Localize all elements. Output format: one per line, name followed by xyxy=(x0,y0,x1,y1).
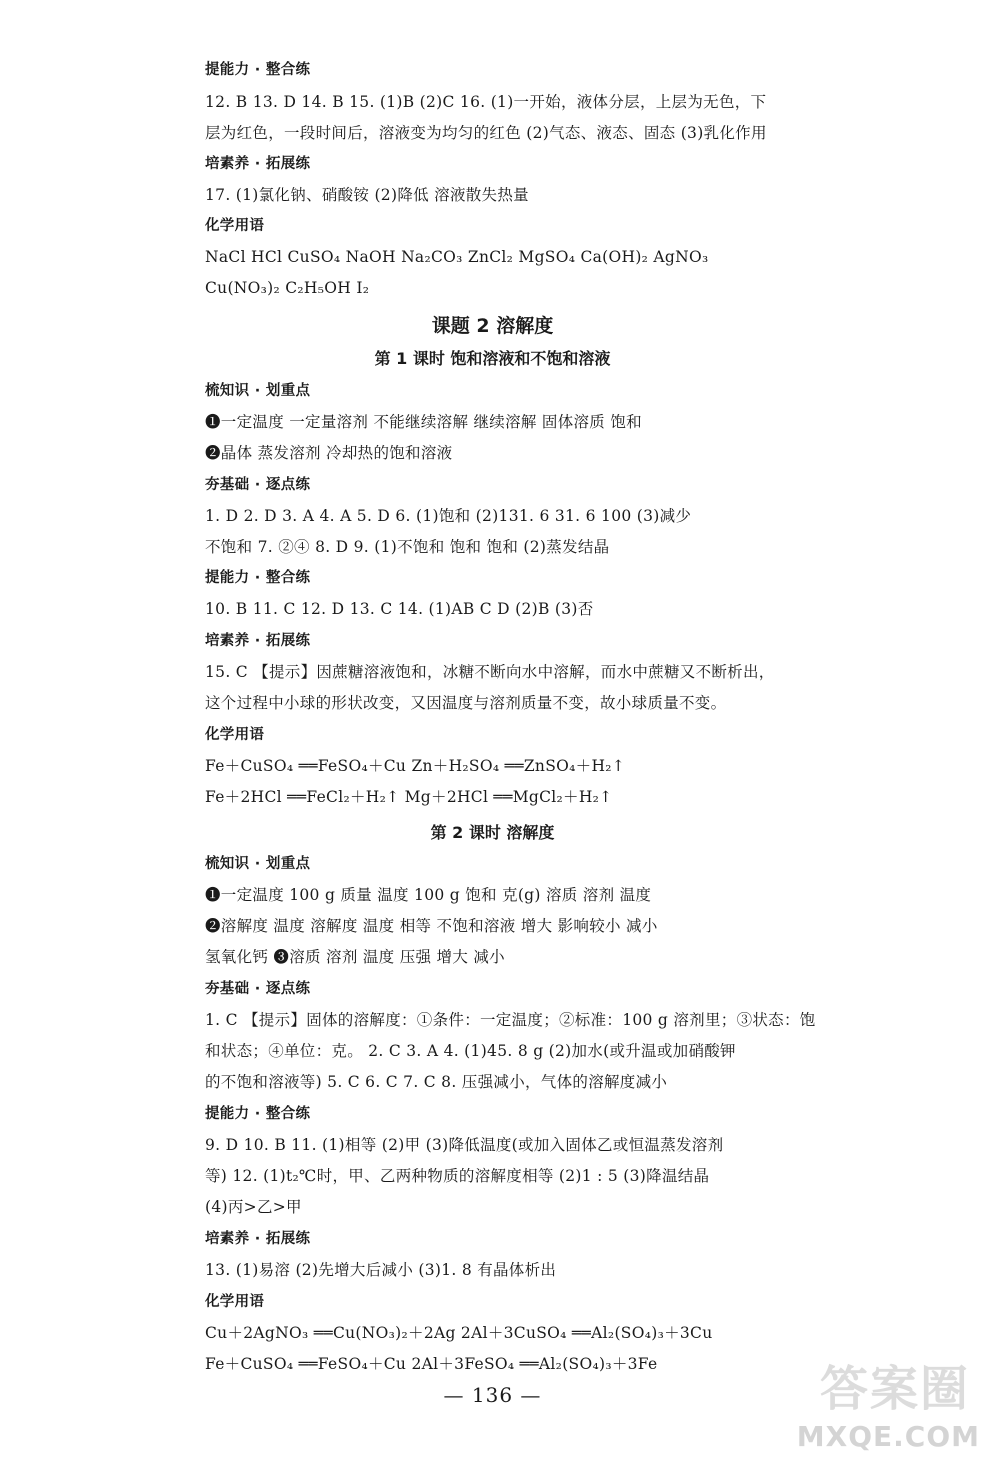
answer-line: ❶一定温度 100 g 质量 温度 100 g 饱和 克(g) 溶质 溶剂 温度 xyxy=(205,886,652,904)
answer-line: 等) 12. (1)t₂℃时，甲、乙两种物质的溶解度相等 (2)1 : 5 (3)降温结晶 xyxy=(205,1167,710,1185)
answer-line: 13. (1)易溶 (2)先增大后减小 (3)1. 8 有晶体析出 xyxy=(205,1261,557,1279)
period-title: 第 1 课时 饱和溶液和不饱和溶液 xyxy=(374,349,611,368)
section-heading: 梳知识 · 划重点 xyxy=(205,856,311,872)
formula-line: NaCl HCl CuSO₄ NaOH Na₂CO₃ ZnCl₂ MgSO₄ Ca(OH)₂ AgNO₃ xyxy=(205,248,709,266)
section-heading: 培素养 · 拓展练 xyxy=(205,633,311,649)
section-heading: 夯基础 · 逐点练 xyxy=(205,981,311,997)
section-heading: 化学用语 xyxy=(205,727,265,743)
answer-line: (4)丙>乙>甲 xyxy=(205,1198,302,1216)
section-heading: 夯基础 · 逐点练 xyxy=(205,477,311,493)
answer-line: ❶一定温度 一定量溶剂 不能继续溶解 继续溶解 固体溶质 饱和 xyxy=(205,413,642,431)
section-heading: 提能力 · 整合练 xyxy=(205,570,311,586)
section-heading: 化学用语 xyxy=(205,218,265,234)
watermark-url: MXQE.COM xyxy=(796,1420,980,1453)
equation-line: Fe＋2HCl ══FeCl₂＋H₂↑ Mg＋2HCl ══MgCl₂＋H₂↑ xyxy=(205,788,613,806)
answer-line: ❷溶解度 温度 溶解度 温度 相等 不饱和溶液 增大 影响较小 减小 xyxy=(205,917,658,935)
answer-line: 10. B 11. C 12. D 13. C 14. (1)AB C D (2)B (3)否 xyxy=(205,600,594,618)
answer-line: 的不饱和溶液等) 5. C 6. C 7. C 8. 压强减小，气体的溶解度减小 xyxy=(205,1073,668,1091)
section-heading: 提能力 · 整合练 xyxy=(205,62,311,78)
section-heading: 提能力 · 整合练 xyxy=(205,1106,311,1122)
answer-line: ❷晶体 蒸发溶剂 冷却热的饱和溶液 xyxy=(205,444,453,462)
answer-line: 1. C 【提示】固体的溶解度：①条件：一定温度；②标准：100 g 溶剂里；③状态：饱 xyxy=(205,1011,816,1029)
answer-line: 不饱和 7. ②④ 8. D 9. (1)不饱和 饱和 饱和 (2)蒸发结晶 xyxy=(205,538,610,556)
watermark-logo: 答案圈 xyxy=(819,1361,970,1417)
formula-line: Cu(NO₃)₂ C₂H₅OH I₂ xyxy=(205,279,370,297)
section-heading: 化学用语 xyxy=(205,1294,265,1310)
answer-line: 氢氧化钙 ❸溶质 溶剂 温度 压强 增大 减小 xyxy=(205,948,505,966)
answer-line: 15. C 【提示】因蔗糖溶液饱和，冰糖不断向水中溶解，而水中蔗糖又不断析出， xyxy=(205,663,775,681)
answer-line: 层为红色，一段时间后，溶液变为均匀的红色 (2)气态、液态、固态 (3)乳化作用 xyxy=(205,124,767,142)
page-number: — 136 — xyxy=(443,1383,542,1407)
section-heading: 培素养 · 拓展练 xyxy=(205,156,311,172)
period-title: 第 2 课时 溶解度 xyxy=(430,823,555,842)
section-heading: 梳知识 · 划重点 xyxy=(205,383,311,399)
equation-line: Cu＋2AgNO₃ ══Cu(NO₃)₂＋2Ag 2Al＋3CuSO₄ ══Al₂(SO₄)₃＋3Cu xyxy=(205,1324,713,1342)
equation-line: Fe＋CuSO₄ ══FeSO₄＋Cu 2Al＋3FeSO₄ ══Al₂(SO₄)₃＋3Fe xyxy=(205,1355,658,1373)
answer-line: 1. D 2. D 3. A 4. A 5. D 6. (1)饱和 (2)131. 6 31. 6 100 (3)减少 xyxy=(205,507,692,525)
equation-line: Fe＋CuSO₄ ══FeSO₄＋Cu Zn＋H₂SO₄ ══ZnSO₄＋H₂↑ xyxy=(205,757,626,775)
answer-line: 9. D 10. B 11. (1)相等 (2)甲 (3)降低温度(或加入固体乙或恒温蒸发溶剂 xyxy=(205,1136,724,1154)
section-heading: 培素养 · 拓展练 xyxy=(205,1231,311,1247)
answer-line: 和状态；④单位：克。 2. C 3. A 4. (1)45. 8 g (2)加水(或升温或加硝酸钾 xyxy=(205,1042,736,1060)
site-watermark xyxy=(750,1343,980,1453)
answer-line: 这个过程中小球的形状改变，又因温度与溶剂质量不变，故小球质量不变。 xyxy=(205,694,727,712)
answer-line: 17. (1)氯化钠、硝酸铵 (2)降低 溶液散失热量 xyxy=(205,186,529,204)
answer-line: 12. B 13. D 14. B 15. (1)B (2)C 16. (1)一开始，液体分层，上层为无色，下 xyxy=(205,93,767,111)
lesson-title: 课题 2 溶解度 xyxy=(431,315,554,337)
